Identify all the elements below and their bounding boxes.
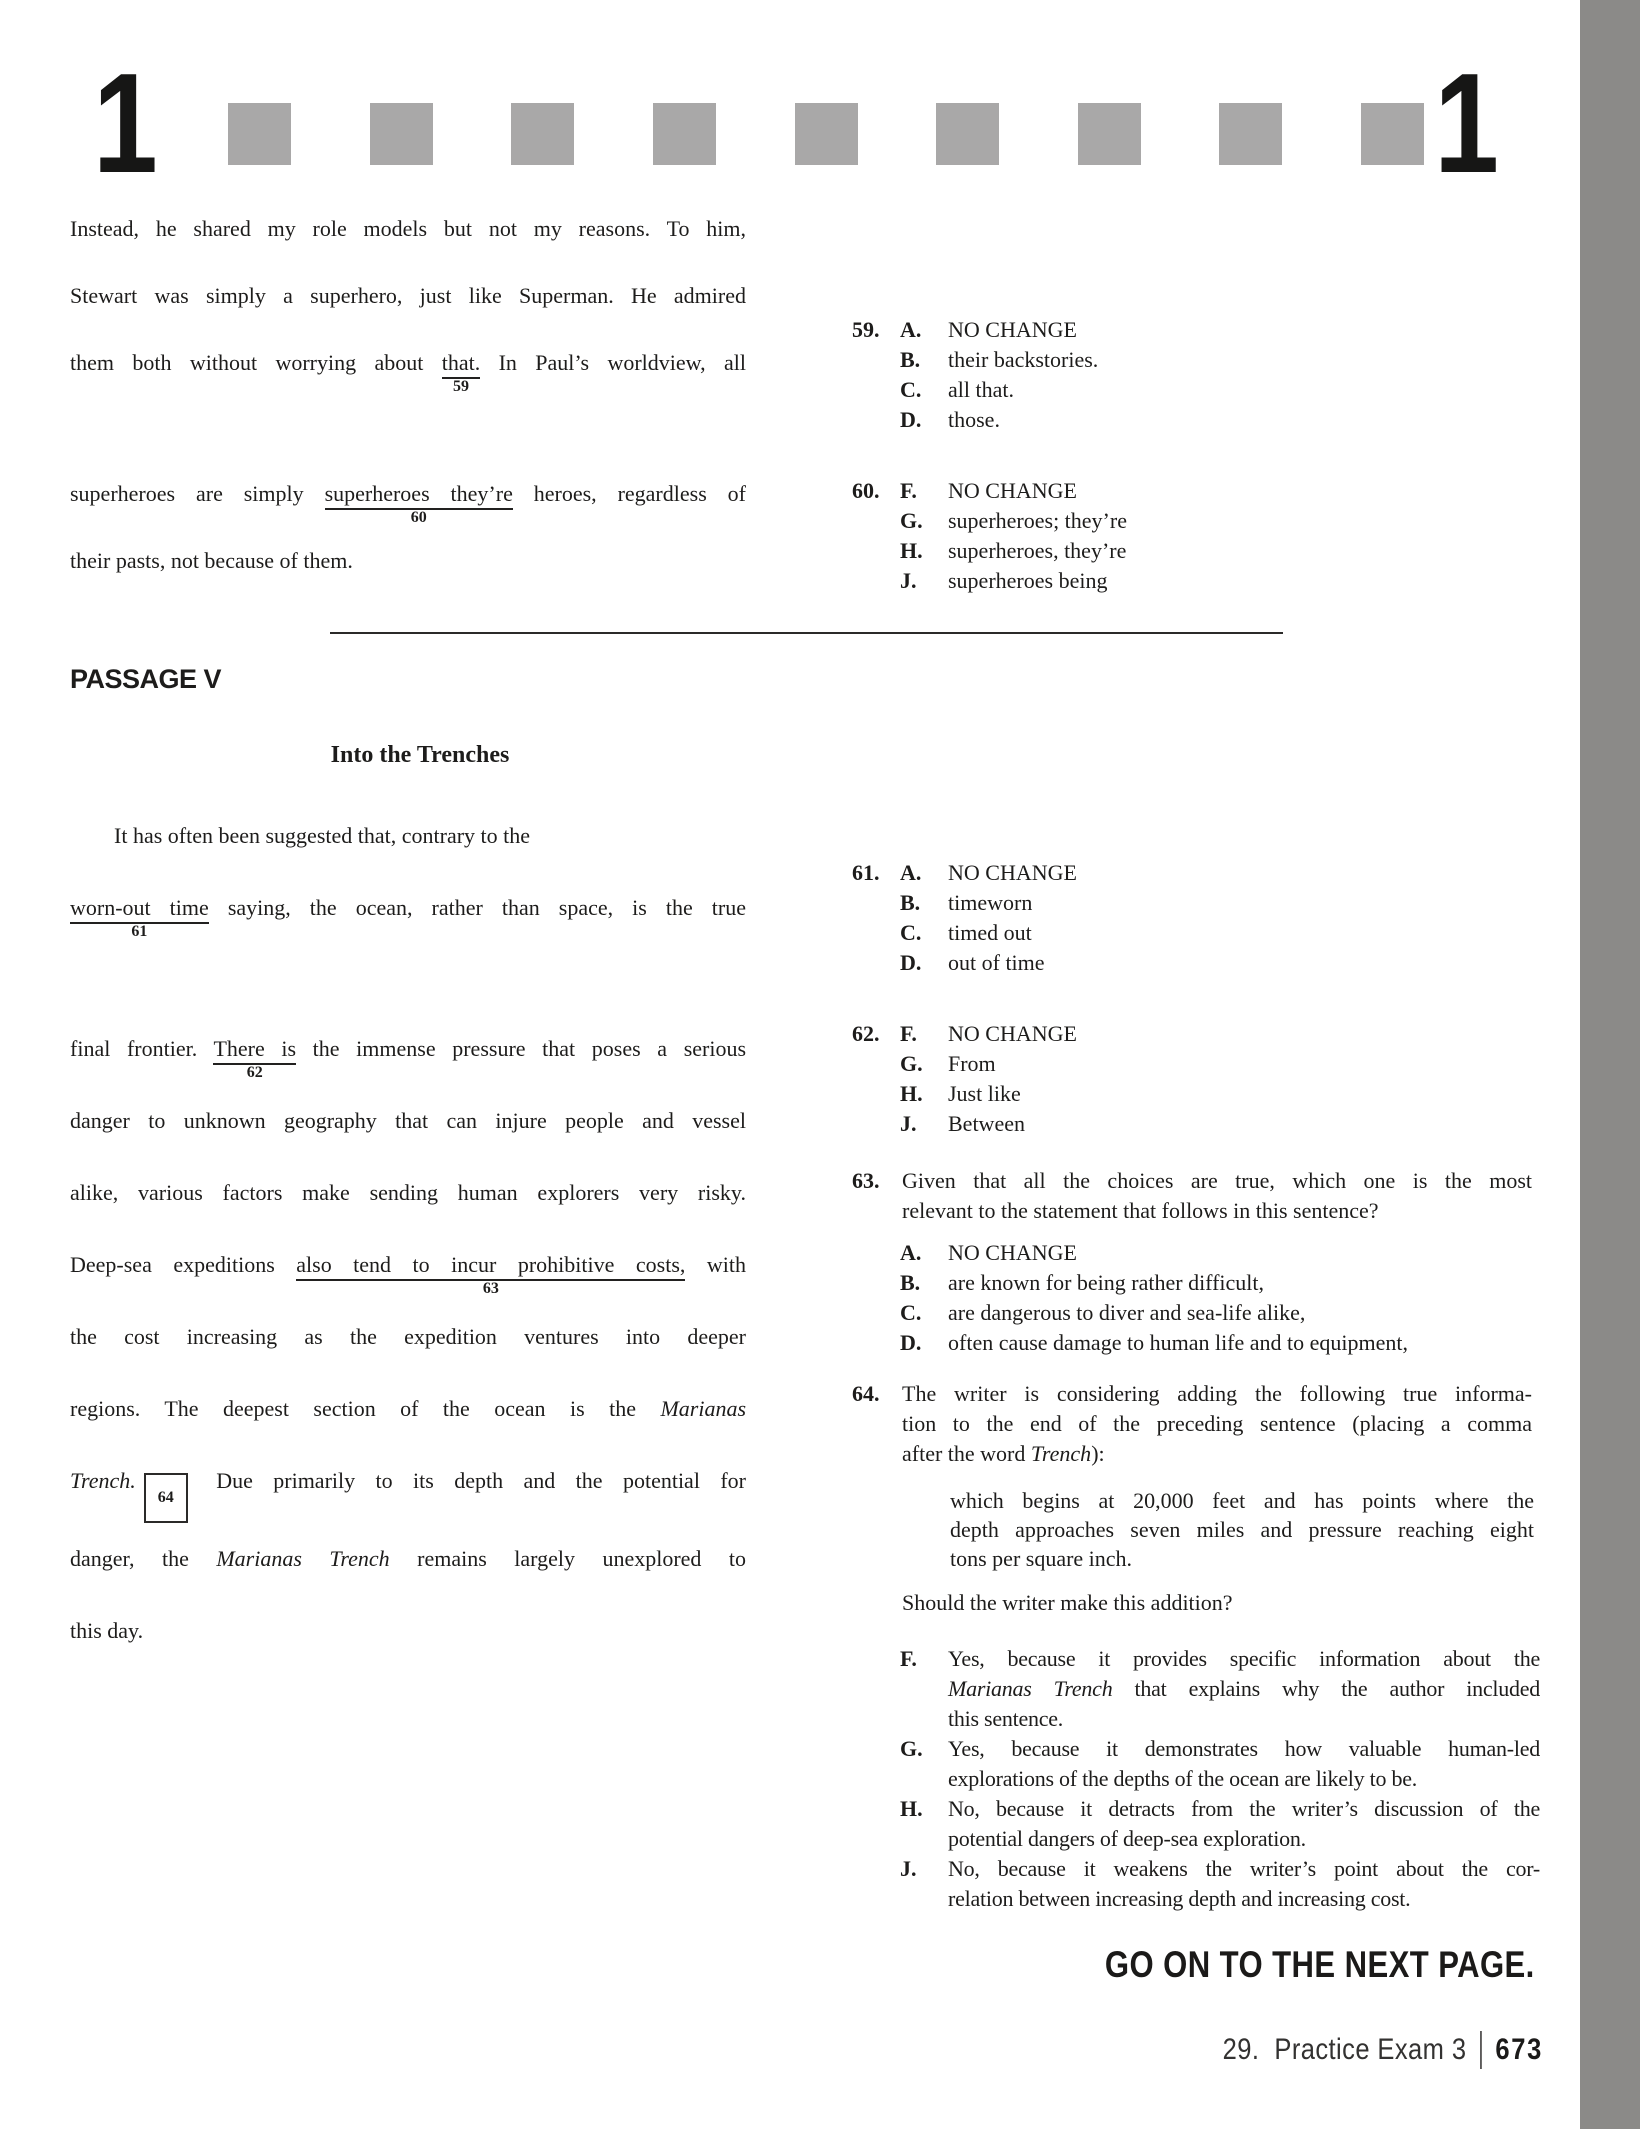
passage-text: superheroes they’re xyxy=(324,481,513,506)
option-text: NO CHANGE xyxy=(948,1021,1077,1046)
underlined-phrase-61 xyxy=(70,895,209,940)
passage-line: Stewart was simply a superhero, just like Superman. He admired xyxy=(70,283,746,308)
go-on-text: GO ON TO THE NEXT PAGE. xyxy=(1105,1944,1535,1985)
option-letter: G. xyxy=(900,1736,923,1761)
inline-question-box-64: 64 xyxy=(144,1473,188,1523)
passage-text-italic: Marianas xyxy=(660,1396,746,1421)
option-text: From xyxy=(948,1051,996,1076)
passage-text: danger, the xyxy=(70,1546,217,1571)
stem-line: tion to the end of the preceding sentence (placing a comma xyxy=(902,1411,1532,1436)
option-text: often cause damage to human life and to equipment, xyxy=(948,1330,1409,1355)
option-g xyxy=(852,1049,1544,1079)
page-footer xyxy=(1081,2028,1543,2072)
underline-ref-number: 61 xyxy=(131,923,148,940)
passage-paragraph xyxy=(70,800,746,944)
passage-text: regions. The deepest section of the ocean is the xyxy=(70,1396,661,1421)
passage-title: Into the Trenches xyxy=(330,742,510,768)
passage-text: Deep-sea expeditions xyxy=(70,1252,297,1277)
option-b xyxy=(852,888,1544,918)
option-letter: H. xyxy=(900,1796,923,1821)
option-text: all that. xyxy=(948,377,1014,402)
passage-line: Instead, he shared my role models but not my reasons. To him, xyxy=(70,216,746,241)
option-text: superheroes; they’re xyxy=(948,508,1127,533)
option-h xyxy=(852,1079,1544,1109)
option-line: explorations of the depths of the ocean are likely to be. xyxy=(948,1766,1417,1791)
option-h xyxy=(852,536,1544,566)
passage-text: superheroes are simply xyxy=(70,481,325,506)
option-text: superheroes being xyxy=(948,568,1108,593)
passage-text: remains largely unexplored to xyxy=(389,1546,747,1571)
underline-ref-number: 62 xyxy=(246,1064,263,1081)
option-b xyxy=(852,345,1544,375)
header-square xyxy=(1219,103,1282,165)
option-text: NO CHANGE xyxy=(948,317,1077,342)
option-text: Just like xyxy=(948,1081,1021,1106)
underlined-phrase-62 xyxy=(213,1036,297,1081)
passage-line: danger to unknown geography that can injure people and vessel xyxy=(70,1108,746,1133)
option-text xyxy=(948,1734,1540,1794)
option-d xyxy=(852,405,1544,435)
option-letter: A. xyxy=(900,1240,922,1265)
option-text: NO CHANGE xyxy=(948,478,1077,503)
stem-line xyxy=(902,1439,1532,1469)
go-on-instruction xyxy=(850,1944,1535,1986)
passage-paragraph xyxy=(70,195,746,396)
option-letter: G. xyxy=(900,1051,923,1076)
question-number: 62. xyxy=(852,1021,880,1046)
option-letter: C. xyxy=(900,920,922,945)
option-letter: G. xyxy=(900,508,923,533)
passage-text: with xyxy=(685,1252,746,1277)
option-f xyxy=(852,1644,1544,1734)
question-number: 60. xyxy=(852,478,880,503)
passage-text: worn-out time xyxy=(70,895,209,920)
underline-ref-number: 59 xyxy=(452,378,469,395)
passage-text: In Paul’s worldview, all xyxy=(480,350,746,375)
passage-text-italic: Trench. xyxy=(70,1468,136,1493)
question-63 xyxy=(852,1166,1544,1358)
option-letter: A. xyxy=(900,317,922,342)
quote-line: tons per square inch. xyxy=(950,1546,1133,1571)
passage-line xyxy=(70,460,746,527)
header-square xyxy=(653,103,716,165)
page-edge-bar xyxy=(1580,0,1640,2129)
passage-line xyxy=(70,1229,746,1301)
passage-text: saying, the ocean, rather than space, is the true xyxy=(208,895,746,920)
option-c xyxy=(852,918,1544,948)
passage-line: their pasts, not because of them. xyxy=(70,548,353,573)
stem-text-italic: Trench xyxy=(1030,1441,1092,1466)
footer-page-number: 673 xyxy=(1495,2033,1543,2066)
passage-text: them both without worrying about xyxy=(70,350,442,375)
header-square xyxy=(936,103,999,165)
option-line: relation between increasing depth and increasing cost. xyxy=(948,1886,1411,1911)
passage-text: the immense pressure that poses a serious xyxy=(296,1036,747,1061)
option-a xyxy=(852,858,1544,888)
passage-text: that. xyxy=(441,350,481,375)
option-letter: A. xyxy=(900,860,922,885)
passage-paragraph xyxy=(70,460,746,594)
option-letter: B. xyxy=(900,347,921,372)
option-c xyxy=(852,375,1544,405)
option-c xyxy=(852,1298,1544,1328)
passage-text: also tend to incur prohibitive costs, xyxy=(296,1252,686,1277)
option-text xyxy=(948,1854,1540,1914)
passage-paragraph xyxy=(70,1013,746,1667)
option-text: their backstories. xyxy=(948,347,1099,372)
question-64 xyxy=(852,1379,1544,1914)
option-text xyxy=(948,1794,1540,1854)
question-62 xyxy=(852,1019,1544,1139)
header-square xyxy=(1078,103,1141,165)
option-g xyxy=(852,1734,1544,1794)
underlined-phrase-60 xyxy=(324,481,513,526)
footer-separator-rule xyxy=(1480,2031,1482,2069)
option-j xyxy=(852,566,1544,596)
option-line: potential dangers of deep-sea exploration. xyxy=(948,1826,1306,1851)
option-a xyxy=(852,315,1544,345)
underline-ref-number: 60 xyxy=(410,509,427,526)
passage-divider-rule xyxy=(330,632,1283,634)
option-line: No, because it weakens the writer’s point about the cor- xyxy=(948,1856,1540,1881)
option-line: Yes, because it provides specific information about the xyxy=(948,1646,1540,1671)
passage-line: this day. xyxy=(70,1618,144,1643)
quote-line: depth approaches seven miles and pressure reaching eight xyxy=(950,1517,1534,1542)
option-text: NO CHANGE xyxy=(948,860,1077,885)
header-square xyxy=(1361,103,1424,165)
passage-heading: PASSAGE V xyxy=(70,664,222,694)
option-f xyxy=(852,476,1544,506)
option-line: this sentence. xyxy=(948,1706,1064,1731)
question-followup: Should the writer make this addition? xyxy=(902,1590,1233,1615)
passage-line xyxy=(70,1523,746,1595)
underline-ref-number: 63 xyxy=(482,1280,499,1297)
option-text: superheroes, they’re xyxy=(948,538,1127,563)
question-number: 59. xyxy=(852,317,880,342)
stem-text: after the word xyxy=(902,1441,1031,1466)
option-letter: F. xyxy=(900,1646,917,1671)
passage-line xyxy=(70,872,746,944)
passage-line xyxy=(70,1373,746,1445)
header-square xyxy=(511,103,574,165)
option-d xyxy=(852,948,1544,978)
header-square xyxy=(795,103,858,165)
header-square xyxy=(370,103,433,165)
option-letter: J. xyxy=(900,1111,917,1136)
stem-text: ): xyxy=(1091,1441,1105,1466)
option-letter: J. xyxy=(900,1856,917,1881)
option-letter: F. xyxy=(900,478,917,503)
option-letter: C. xyxy=(900,377,922,402)
option-text: that explains why the author included xyxy=(1112,1676,1541,1701)
question-59 xyxy=(852,315,1544,435)
passage-line xyxy=(70,1013,746,1085)
option-letter: H. xyxy=(900,538,923,563)
section-number-right: 1 xyxy=(1434,44,1499,203)
option-a xyxy=(852,1238,1544,1268)
option-b xyxy=(852,1268,1544,1298)
passage-line: the cost increasing as the expedition ventures into deeper xyxy=(70,1324,746,1349)
question-stem xyxy=(852,1166,1532,1226)
stem-line: relevant to the statement that follows in this sentence? xyxy=(902,1198,1379,1223)
passage-line xyxy=(70,1445,746,1523)
option-g xyxy=(852,506,1544,536)
option-letter: B. xyxy=(900,1270,921,1295)
stem-line: Given that all the choices are true, which one is the most xyxy=(902,1168,1532,1193)
passage-text: final frontier. xyxy=(70,1036,214,1061)
option-letter: D. xyxy=(900,1330,922,1355)
passage-text: There is xyxy=(213,1036,297,1061)
option-text: timeworn xyxy=(948,890,1033,915)
option-h xyxy=(852,1794,1544,1854)
option-text-italic: Marianas Trench xyxy=(948,1676,1113,1701)
passage-line: It has often been suggested that, contrary to the xyxy=(114,823,531,848)
option-set xyxy=(852,1644,1544,1914)
question-61 xyxy=(852,858,1544,978)
option-text: are known for being rather difficult, xyxy=(948,1270,1265,1295)
question-stem xyxy=(852,1379,1532,1469)
question-number: 61. xyxy=(852,860,880,885)
option-letter: D. xyxy=(900,950,922,975)
underlined-phrase-59 xyxy=(441,350,481,395)
passage-text-italic: Marianas Trench xyxy=(216,1546,390,1571)
option-letter: F. xyxy=(900,1021,917,1046)
option-j xyxy=(852,1854,1544,1914)
option-text xyxy=(948,1644,1540,1734)
passage-line xyxy=(70,329,746,396)
option-f xyxy=(852,1019,1544,1049)
option-text: timed out xyxy=(948,920,1032,945)
option-letter: H. xyxy=(900,1081,923,1106)
section-number-left: 1 xyxy=(93,44,158,203)
option-letter: J. xyxy=(900,568,917,593)
option-line xyxy=(948,1674,1540,1704)
question-number: 63. xyxy=(852,1168,880,1193)
quote-line: which begins at 20,000 feet and has points where the xyxy=(950,1488,1534,1513)
option-text: Between xyxy=(948,1111,1025,1136)
option-line: Yes, because it demonstrates how valuable human-led xyxy=(948,1736,1540,1761)
passage-text: Due primarily to its depth and the potential for xyxy=(195,1468,746,1493)
option-j xyxy=(852,1109,1544,1139)
option-d xyxy=(852,1328,1544,1358)
stem-line: The writer is considering adding the following true informa- xyxy=(902,1381,1532,1406)
option-text: those. xyxy=(948,407,1000,432)
underlined-phrase-63 xyxy=(296,1252,686,1297)
option-text: out of time xyxy=(948,950,1045,975)
quoted-addition-text xyxy=(950,1486,1534,1573)
option-letter: C. xyxy=(900,1300,922,1325)
option-text: are dangerous to diver and sea-life alike, xyxy=(948,1300,1306,1325)
question-60 xyxy=(852,476,1544,596)
option-line: No, because it detracts from the writer’s discussion of the xyxy=(948,1796,1540,1821)
question-number: 64. xyxy=(852,1381,880,1406)
passage-line: alike, various factors make sending human explorers very risky. xyxy=(70,1180,746,1205)
option-letter: D. xyxy=(900,407,922,432)
passage-text: heroes, regardless of xyxy=(512,481,746,506)
option-set xyxy=(852,1238,1544,1358)
option-text: NO CHANGE xyxy=(948,1240,1077,1265)
option-letter: B. xyxy=(900,890,921,915)
footer-chapter-label: 29. Practice Exam 3 xyxy=(1222,2033,1467,2066)
header-square xyxy=(228,103,291,165)
